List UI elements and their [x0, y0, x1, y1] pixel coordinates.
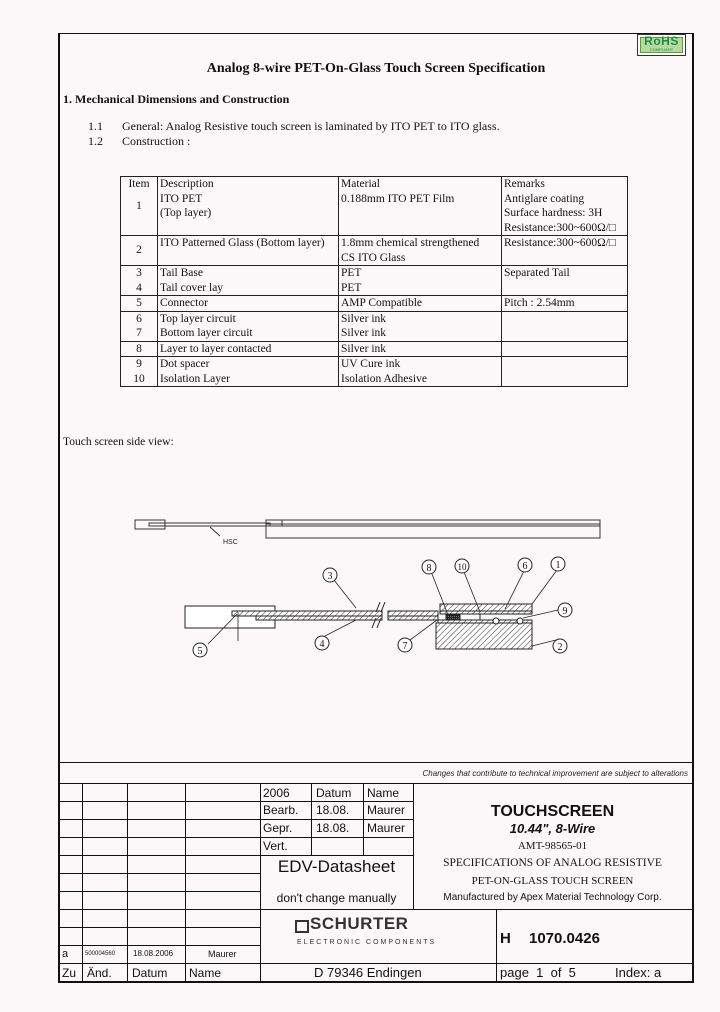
location: D 79346 Endingen: [314, 965, 422, 980]
spec-line-1: SPECIFICATIONS OF ANALOG RESISTIVE: [443, 857, 662, 869]
manufacturer: Manufactured by Apex Material Technology Corp.: [443, 892, 662, 903]
rohs-sublabel: COMPLIANT: [649, 47, 674, 52]
callout-10: [455, 559, 469, 573]
company-subtitle: ELECTRONIC COMPONENTS: [297, 939, 437, 946]
company-name: SCHURTER: [310, 914, 409, 933]
part-number: AMT-98565-01: [517, 840, 588, 852]
remark-line: Surface hardness: 3H: [504, 207, 603, 219]
schurter-logo-icon: [295, 920, 309, 933]
cell-item: 8: [121, 341, 158, 357]
cell-item: 1: [121, 192, 158, 236]
svg-text:9: 9: [562, 606, 568, 617]
bearb-label: Bearb.: [263, 803, 299, 817]
callout-2: [553, 639, 567, 653]
cell-description: Top layer circuit: [158, 311, 339, 326]
header-remarks: Remarks: [502, 177, 628, 192]
hsc-label: HSC: [223, 539, 238, 546]
edv-datasheet: EDV-Datasheet: [277, 857, 396, 876]
cell-description: Layer to layer contacted: [158, 341, 339, 357]
cell-material: UV Cure ink: [339, 357, 502, 372]
item-text: Construction :: [122, 134, 191, 148]
cell-description: Tail cover lay: [158, 281, 339, 296]
callout-6: [518, 558, 532, 572]
cell-item: 9: [121, 357, 158, 372]
gepr-name: Maurer: [367, 821, 406, 835]
remark-line: Antiglare coating: [504, 192, 585, 205]
cell-description: Isolation Layer: [158, 372, 339, 387]
detail-side-view: [185, 602, 532, 649]
cell-material: Silver ink: [339, 326, 502, 341]
aend-header: Änd.: [87, 966, 112, 980]
cell-item: 6: [121, 311, 158, 326]
cell-material: PET: [339, 266, 502, 281]
callout-3: [323, 568, 337, 582]
item-number: 1.1: [88, 119, 103, 133]
cell-material: 0.188mm ITO PET Film: [339, 192, 502, 236]
dont-change-note: don't change manually: [276, 891, 397, 905]
cell-description: Connector: [158, 296, 339, 312]
cell-description: ITO Patterned Glass (Bottom layer): [158, 236, 339, 266]
page-indicator: page 1 of 5: [500, 965, 576, 980]
cell-material: Silver ink: [339, 311, 502, 326]
section-heading: 1. Mechanical Dimensions and Construction: [63, 92, 290, 106]
spec-line-2: PET-ON-GLASS TOUCH SCREEN: [471, 875, 634, 887]
svg-text:2: 2: [557, 642, 563, 653]
cell-item: 5: [121, 296, 158, 312]
gepr-date: 18.08.: [316, 821, 350, 835]
item-number: 1.2: [88, 134, 103, 148]
bearb-name: Maurer: [367, 803, 406, 817]
header-description: Description: [158, 177, 339, 192]
svg-text:1: 1: [555, 560, 561, 571]
name-rev-header: Name: [189, 966, 222, 980]
cell-material: AMP Compatible: [339, 296, 502, 312]
callout-1: [551, 557, 565, 571]
cell-item: 3: [121, 266, 158, 281]
header-item: Item: [121, 177, 158, 192]
callout-7: [398, 638, 412, 652]
rohs-label: RoHS: [644, 34, 679, 48]
title-block: [60, 784, 692, 982]
svg-text:3: 3: [327, 571, 333, 582]
zu-header: Zu: [62, 966, 77, 980]
header-material: Material: [339, 177, 502, 192]
vert-label: Vert.: [263, 839, 288, 853]
item-text: General: Analog Resistive touch screen is laminated by ITO PET to ITO glass.: [122, 119, 500, 133]
cell-remarks: Separated Tail: [502, 266, 628, 281]
document-title: Analog 8-wire PET-On-Glass Touch Screen Specification: [206, 61, 546, 76]
svg-text:8: 8: [426, 563, 432, 574]
material-line: 1.8mm chemical strengthened: [341, 237, 480, 249]
callout-9: [558, 603, 572, 617]
callout-5: [193, 643, 207, 657]
remark-line: Resistance:300~600Ω/□: [504, 221, 616, 234]
cell-item: 4: [121, 281, 158, 296]
product-subtitle: 10.44", 8-Wire: [509, 821, 596, 836]
cell-remarks: Pitch : 2.54mm: [502, 296, 628, 312]
svg-text:5: 5: [197, 646, 203, 657]
desc-line: ITO PET: [160, 192, 203, 205]
rev-datum: 18.08.2006: [133, 949, 174, 958]
cell-description: Bottom layer circuit: [158, 326, 339, 341]
cell-description: Dot spacer: [158, 357, 339, 372]
cell-material: Isolation Adhesive: [339, 372, 502, 387]
callout-4: [315, 636, 329, 650]
cell-description: Tail Base: [158, 266, 339, 281]
rev-name: Maurer: [208, 949, 237, 959]
rev-zu: a: [62, 948, 69, 960]
svg-text:10: 10: [457, 562, 467, 572]
datum-header: Datum: [316, 786, 352, 800]
gepr-label: Gepr.: [263, 821, 293, 835]
callout-8: [422, 560, 436, 574]
svg-text:4: 4: [319, 639, 325, 650]
doc-prefix: H: [500, 930, 511, 947]
cell-remarks: Resistance:300~600Ω/□: [502, 236, 628, 266]
desc-line: (Top layer): [160, 207, 212, 219]
svg-text:7: 7: [402, 641, 408, 652]
change-notice: Changes that contribute to technical improvement are subject to alterations: [60, 762, 692, 784]
doc-number: 1070.0426: [529, 930, 600, 947]
cell-material: Silver ink: [339, 341, 502, 357]
rev-aend: 500004560: [85, 951, 116, 957]
cell-material: PET: [339, 281, 502, 296]
cell-item: 2: [121, 236, 158, 266]
side-view-label: Touch screen side view:: [63, 436, 174, 448]
overview-side-view: [135, 520, 600, 538]
material-line: CS ITO Glass: [341, 251, 406, 264]
index-label: Index: a: [615, 965, 662, 980]
name-header: Name: [367, 786, 400, 800]
cell-item: 10: [121, 372, 158, 387]
year: 2006: [263, 786, 290, 800]
svg-text:6: 6: [522, 561, 528, 572]
product-title: TOUCHSCREEN: [490, 803, 615, 820]
bearb-date: 18.08.: [316, 803, 350, 817]
cell-item: 7: [121, 326, 158, 341]
datum-rev-header: Datum: [132, 966, 168, 980]
